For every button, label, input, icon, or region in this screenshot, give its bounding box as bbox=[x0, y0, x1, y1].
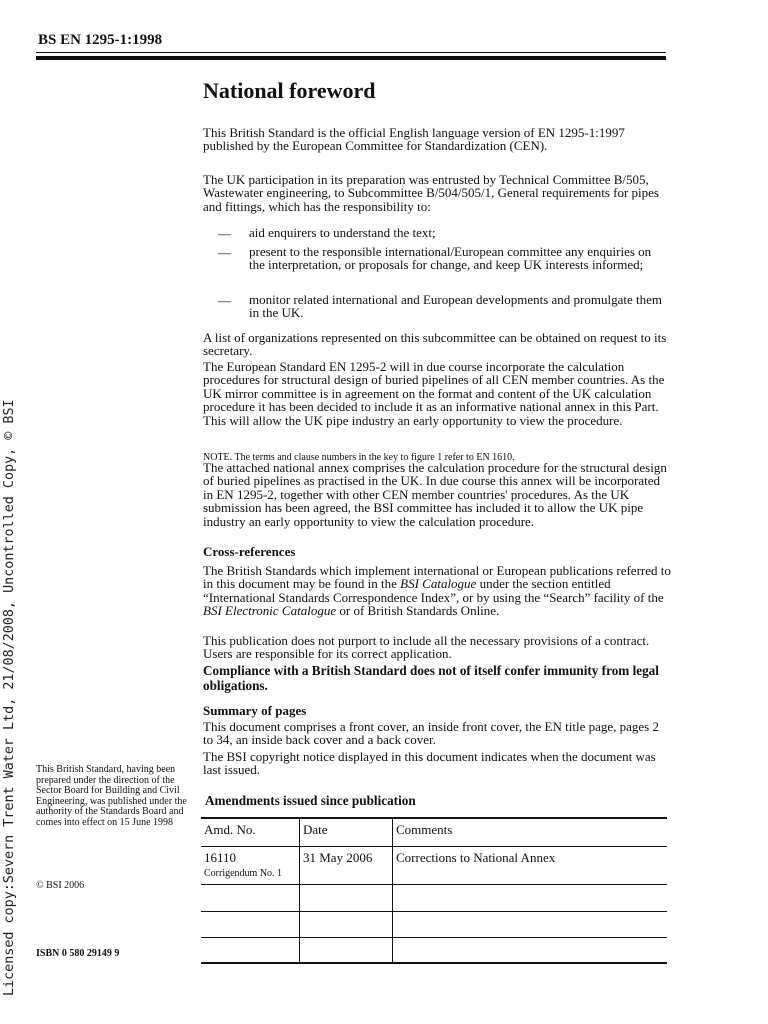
amendments-table bbox=[201, 817, 667, 964]
cross-references-paragraph: The British Standards which implement international or European publications referred to in this document may be found in the BSI Catalogue under the section entitled “International Standards Correspondence Index”, or by using the “Search” facility of the BSI Electronic Catalogue or of British Standards Online. bbox=[203, 563, 671, 619]
note-text: NOTE. The terms and clause numbers in the key to figure 1 refer to EN 1610. bbox=[203, 452, 515, 463]
compliance-statement: Compliance with a British Standard does not of itself confer immunity from legal obligations. bbox=[203, 663, 659, 693]
column-header: Amd. No. bbox=[201, 818, 300, 846]
bullet-dash: — bbox=[218, 226, 231, 241]
table-row bbox=[201, 846, 667, 884]
electronic-catalogue-reference: BSI Electronic Catalogue bbox=[203, 603, 337, 619]
intro-paragraph: This British Standard is the official English language version of EN 1295-1:1997 published by the European Committee for Standardization (CEN). bbox=[203, 125, 625, 154]
date-cell: 31 May 2006 bbox=[300, 846, 393, 884]
summary-of-pages-heading: Summary of pages bbox=[203, 703, 307, 718]
provisions-paragraph: This publication does not purport to include all the necessary provisions of a contract. Users are responsible for its correct application. bbox=[203, 633, 650, 662]
table-header-row bbox=[201, 818, 667, 846]
summary-paragraph: This document comprises a front cover, an inside front cover, the EN title page, pages 2 to 34, an inside back cover and a back cover. bbox=[203, 719, 659, 748]
header-rule-thin bbox=[36, 52, 666, 53]
table-row bbox=[201, 884, 667, 911]
bullet-item: monitor related international and European developments and promulgate them in the UK. bbox=[249, 292, 662, 321]
bullet-item: present to the responsible international/European committee any enquiries on the interpretation, or proposals for change, and keep UK interests informed; bbox=[249, 244, 652, 273]
catalogue-reference: BSI Catalogue bbox=[400, 576, 477, 592]
table-row bbox=[201, 937, 667, 963]
national-annex-paragraph: The attached national annex comprises the calculation procedure for the structural design of buried pipelines as practised in the UK. In due course this annex will be incorporated in EN 1295-2, together with other CEN member countries' procedures. As the UK submission has been agreed, the BSI committee has included it to allow the UK pipe industry an early opportunity to view the calculation procedure. bbox=[203, 460, 667, 529]
bullet-item: aid enquirers to understand the text; bbox=[249, 225, 436, 240]
cross-references-heading: Cross-references bbox=[203, 544, 296, 559]
copyright-line: © BSI 2006 bbox=[36, 880, 85, 891]
bullet-dash: — bbox=[218, 245, 231, 260]
comments-cell: Corrections to National Annex bbox=[393, 846, 668, 884]
amendment-number-cell: 16110 Corrigendum No. 1 bbox=[201, 846, 300, 884]
page-title: National foreword bbox=[203, 78, 376, 103]
bullet-dash: — bbox=[218, 293, 231, 308]
header-rule-thick bbox=[36, 56, 666, 60]
european-standard-paragraph: The European Standard EN 1295-2 will in due course incorporate the calculation procedures for structural design of buried pipelines of all CEN member countries. As the UK mirror committee is in agreement on the format and content of the UK calculation procedure it has been decided to include it as an informative national annex in this Part. This will allow the UK pipe industry an early opportunity to view the procedure. bbox=[203, 359, 665, 428]
table-row bbox=[201, 911, 667, 937]
copyright-notice-paragraph: The BSI copyright notice displayed in this document indicates when the document was last issued. bbox=[203, 749, 656, 778]
amendment-subtitle: Corrigendum No. 1 bbox=[204, 867, 283, 879]
licence-watermark: Licensed copy:Severn Trent Water Ltd, 21/08/2008, Uncontrolled Copy, © BSI bbox=[2, 399, 17, 996]
isbn: ISBN 0 580 29149 9 bbox=[36, 948, 120, 959]
publication-note: This British Standard, having been prepared under the direction of the Sector Board for Building and Civil Engineering, was published under the authority of the Standards Board and comes into effect on 15 June 1998 bbox=[36, 764, 187, 828]
amendments-heading: Amendments issued since publication bbox=[205, 793, 416, 808]
column-header: Comments bbox=[393, 818, 668, 846]
document-id: BS EN 1295-1:1998 bbox=[38, 32, 163, 48]
participation-paragraph: The UK participation in its preparation was entrusted by Technical Committee B/505, Wastewater engineering, to Subcommittee B/504/505/1, General requirements for pipes and fittings, which has the responsibility to: bbox=[203, 172, 659, 214]
column-header: Date bbox=[300, 818, 393, 846]
organizations-paragraph: A list of organizations represented on this subcommittee can be obtained on request to its secretary. bbox=[203, 330, 667, 359]
